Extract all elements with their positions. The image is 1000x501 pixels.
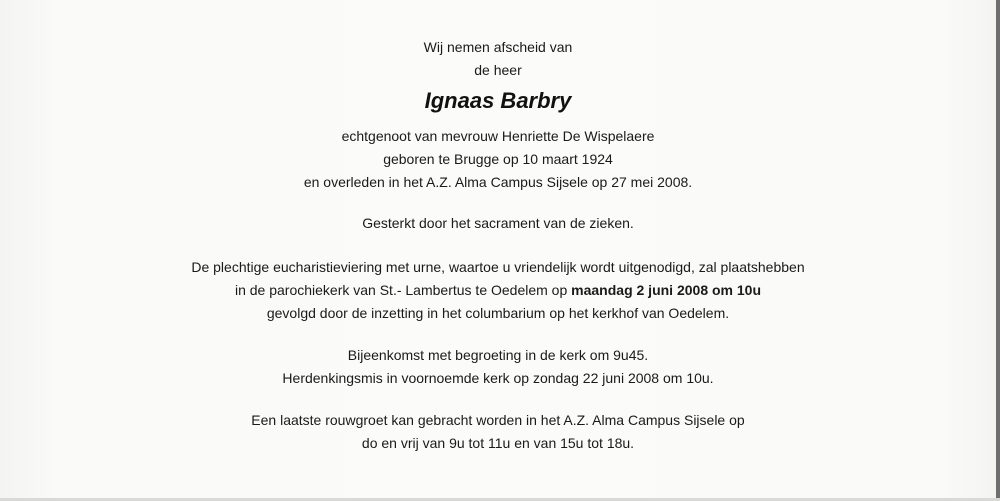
- farewell-line-2: do en vrij van 9u tot 11u en van 15u tot 18u.: [361, 435, 635, 451]
- spouse-line: echtgenoot van mevrouw Henriette De Wispelaere: [341, 128, 655, 144]
- card-right-edge: [996, 0, 1000, 501]
- ceremony-line-1: De plechtige eucharistieviering met urne, waartoe u vriendelijk wordt uitgenodigd, zal plaatshebben: [191, 259, 805, 275]
- ceremony-date-time: maandag 2 juni 2008 om 10u: [571, 282, 762, 298]
- sacrament-line: Gesterkt door het sacrament van de zieken.: [362, 215, 634, 231]
- intro-line-1: Wij nemen afscheid van: [423, 39, 573, 55]
- deceased-name: Ignaas Barbry: [424, 88, 572, 113]
- ceremony-line-2-text: in de parochiekerk van St.- Lambertus te Oedelem op: [234, 282, 572, 298]
- farewell-line-1: Een laatste rouwgroet kan gebracht worden in het A.Z. Alma Campus Sijsele op: [251, 412, 745, 428]
- born-line: geboren te Brugge op 10 maart 1924: [383, 151, 613, 167]
- intro-line-2: de heer: [474, 62, 522, 78]
- died-line: en overleden in het A.Z. Alma Campus Sijsele op 27 mei 2008.: [303, 174, 693, 190]
- meeting-line: Bijeenkomst met begroeting in de kerk om 9u45.: [347, 347, 649, 363]
- ceremony-line-3: gevolgd door de inzetting in het columbarium op het kerkhof van Oedelem.: [266, 305, 730, 321]
- memorial-line: Herdenkingsmis in voornoemde kerk op zondag 22 juni 2008 om 10u.: [282, 370, 714, 386]
- ceremony-line-2: [0, 281, 996, 299]
